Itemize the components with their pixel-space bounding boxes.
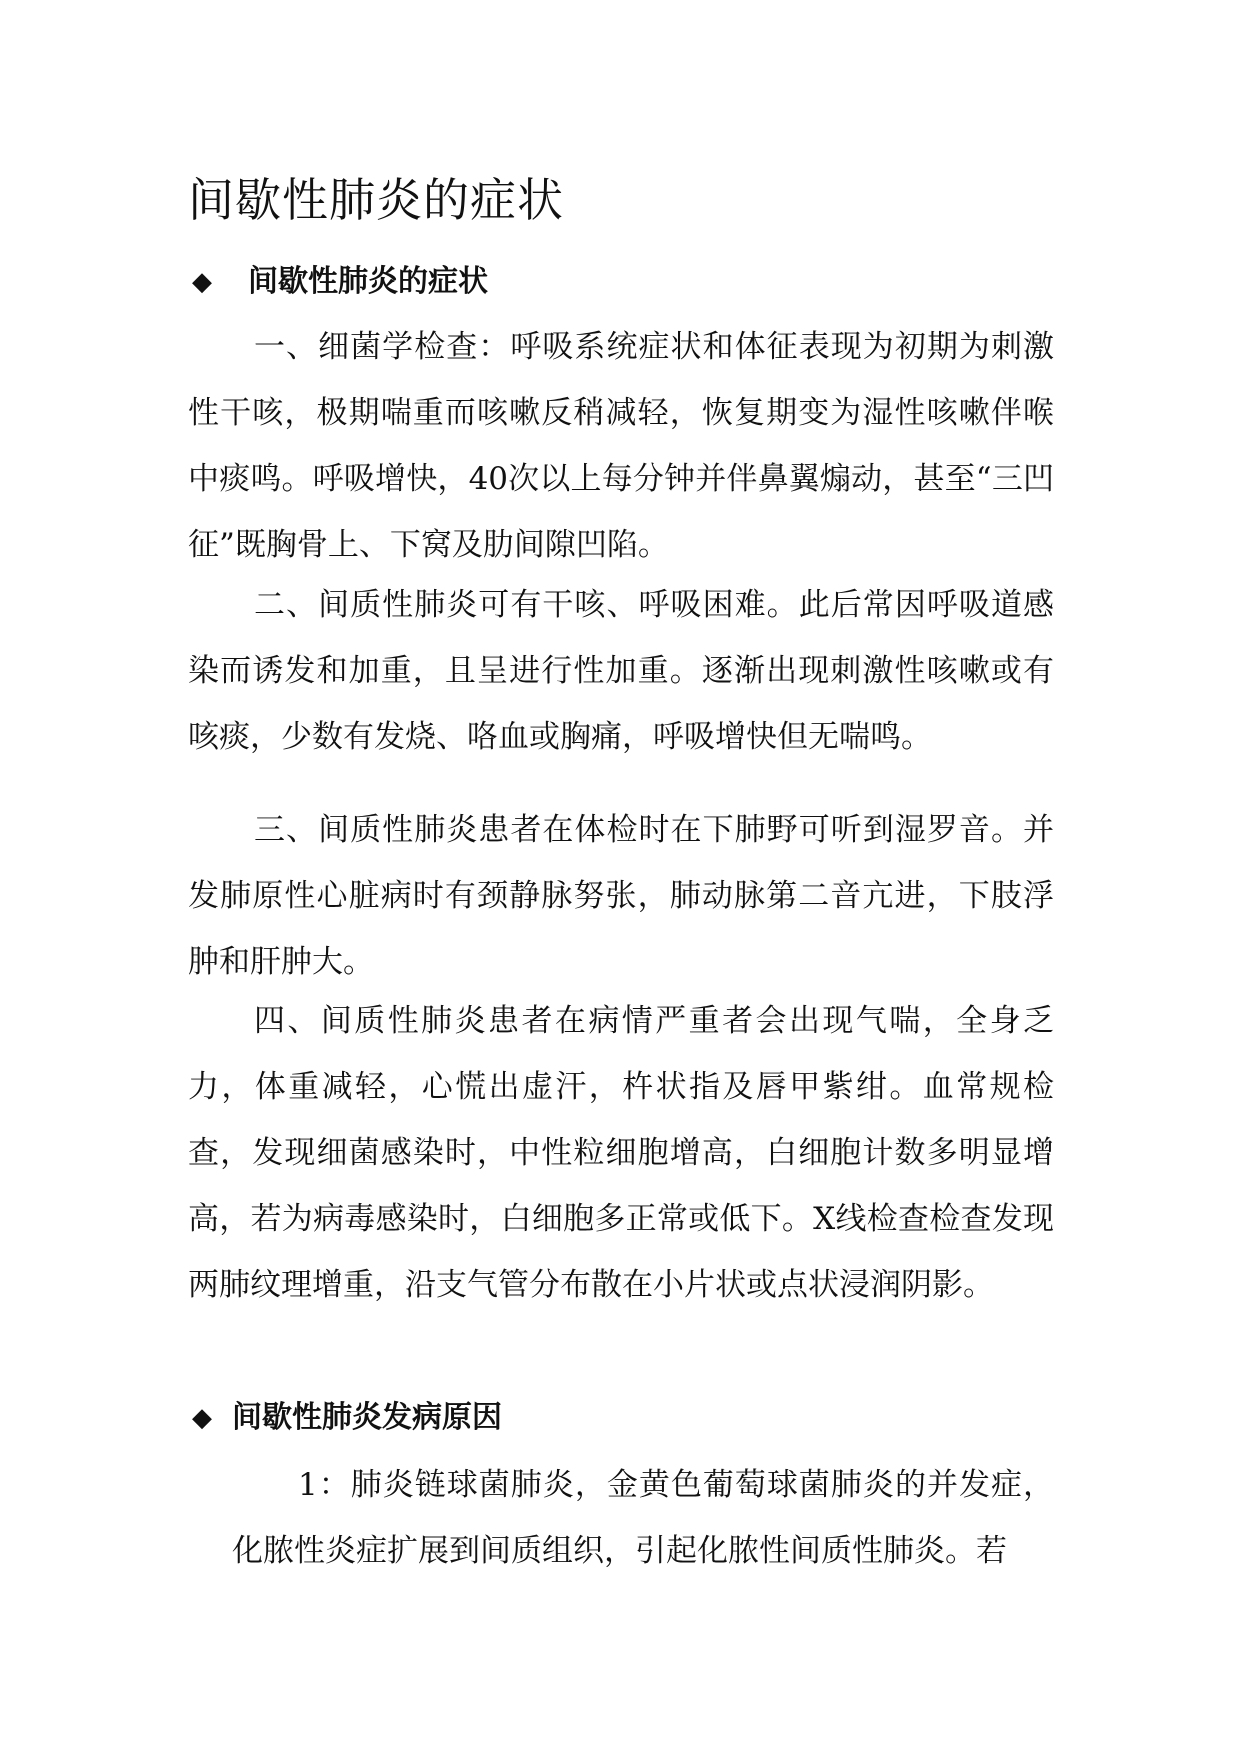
diamond-bullet-icon: ◆ — [192, 1403, 212, 1433]
section-heading-text: 间歇性肺炎发病原因 — [232, 1400, 502, 1435]
paragraph-symptom-2: 二、间质性肺炎可有干咳、呼吸困难。此后常因呼吸道感染而诱发和加重，且呈进行性加重。逐渐出现刺激性咳嗽或有咳痰，少数有发烧、咯血或胸痛，呼吸增快但无喘鸣。 — [188, 587, 1054, 755]
diamond-bullet-icon: ◆ — [192, 267, 212, 297]
paragraph-cause-1: 1：肺炎链球菌肺炎，金黄色葡萄球菌肺炎的并发症，化脓性炎症扩展到间质组织，引起化脓性间质性肺炎。若 — [232, 1467, 1054, 1569]
section-heading-causes — [192, 1398, 502, 1438]
paragraph-symptom-3: 三、间质性肺炎患者在体检时在下肺野可听到湿罗音。并发肺原性心脏病时有颈静脉努张，肺动脉第二音亢进，下肢浮肿和肝肿大。 — [188, 812, 1054, 980]
section-heading-symptoms — [192, 262, 488, 302]
paragraph-symptom-4: 四、间质性肺炎患者在病情严重者会出现气喘，全身乏力，体重减轻，心慌出虚汗，杵状指及唇甲紫绀。血常规检查，发现细菌感染时，中性粒细胞增高，白细胞计数多明显增高，若为病毒感染时，白细胞多正常或低下。X线检查检查发现两肺纹理增重，沿支气管分布散在小片状或点状浸润阴影。 — [188, 1003, 1054, 1303]
section-heading-text: 间歇性肺炎的症状 — [248, 264, 488, 299]
document-title: 间歇性肺炎的症状 — [188, 173, 564, 227]
paragraph-symptom-1: 一、细菌学检查：呼吸系统症状和体征表现为初期为刺激性干咳，极期喘重而咳嗽反稍减轻，恢复期变为湿性咳嗽伴喉中痰鸣。呼吸增快，40次以上每分钟并伴鼻翼煽动，甚至“三凹征”既胸骨上、下窝及肋间隙凹陷。 — [188, 329, 1054, 563]
